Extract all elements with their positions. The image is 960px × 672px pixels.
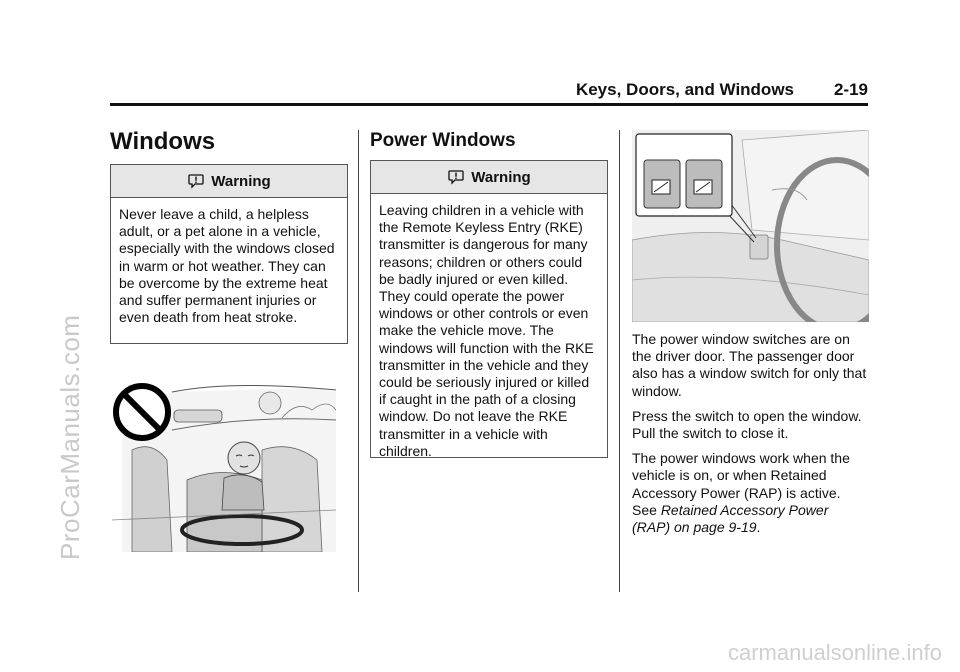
warning-icon: [447, 169, 465, 185]
warning-text: Leaving children in a vehicle with the Remote Keyless Entry (RKE) transmitter is dangerous for many reasons; children or others could be badly injured or even killed. They could operate the power windows or other controls or even make the vehicle move. The windows will function with the RKE transmitter in the vehicle and they could be seriously injured or killed if caught in the path of a closing window. Do not leave the RKE transmitter in a vehicle with children.: [379, 202, 594, 459]
rap-text: The power windows work when the vehicle is on, or when Retained Accessory Power (RAP) is active. See: [632, 450, 850, 518]
power-windows-warning-box: [370, 160, 608, 458]
column-3-text: [632, 331, 869, 544]
warning-icon: [187, 173, 205, 189]
rap-paragraph: [632, 450, 869, 536]
column-divider-2: [619, 130, 620, 592]
warning-label: Warning: [211, 172, 271, 190]
switch-operation-paragraph: Press the switch to open the window. Pull the switch to close it.: [632, 407, 862, 442]
rap-text-end: .: [756, 519, 761, 536]
child-in-car-illustration: [112, 370, 336, 552]
power-windows-heading: Power Windows: [370, 130, 516, 151]
page-number: 2-19: [833, 80, 868, 99]
windows-heading: Windows: [110, 128, 216, 155]
switch-location-paragraph: The power window switches are on the driver door. The passenger door also has a window switch for only that window.: [632, 331, 867, 399]
warning-text: Never leave a child, a helpless adult, or a pet alone in a vehicle, especially with the windows closed in warm or hot weather. They can be overcome by the extreme heat and suffer permanent injuries or even death from heat stroke.: [119, 206, 335, 326]
warning-header: [111, 165, 347, 198]
bottom-watermark: carmanualsonline.info: [727, 640, 942, 665]
page-header: [110, 76, 868, 104]
section-title: Keys, Doors, and Windows: [575, 80, 794, 99]
column-divider-1: [358, 130, 359, 592]
rap-cross-reference-link[interactable]: Retained Accessory Power (RAP) on page 9-19: [632, 501, 829, 536]
warning-header: [371, 161, 607, 194]
windows-warning-box: [110, 164, 348, 344]
header-rule: [110, 103, 868, 106]
side-watermark: ProCarManuals.com: [55, 314, 85, 560]
warning-label: Warning: [471, 168, 531, 186]
window-switch-illustration: [632, 130, 869, 322]
